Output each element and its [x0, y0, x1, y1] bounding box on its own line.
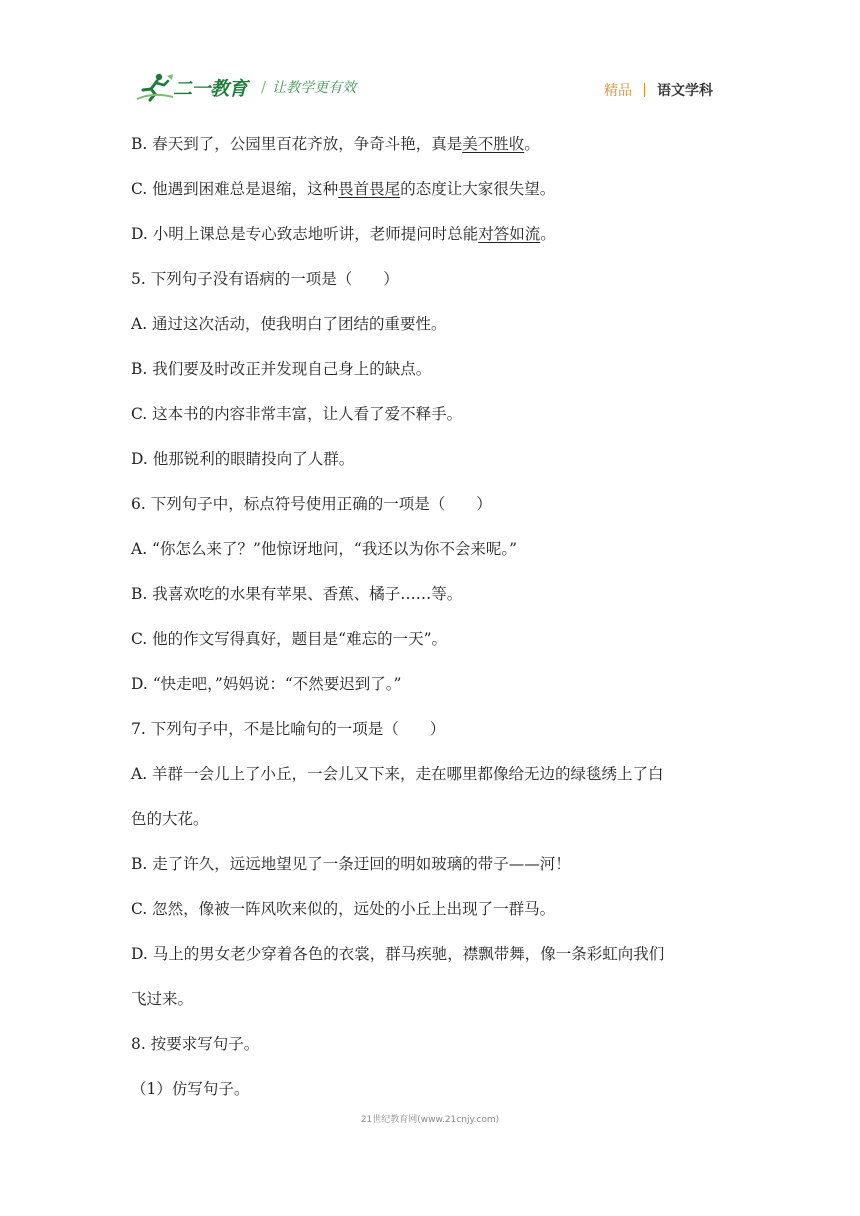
sub-question: （1）仿写句子。: [131, 1080, 250, 1098]
header-tags: [604, 80, 713, 100]
option-line: B. 走了许久，远远地望见了一条迂回的明如玻璃的带子——河！: [131, 855, 571, 873]
option-line: C. 这本书的内容非常丰富，让人看了爱不释手。: [131, 405, 463, 423]
option-line: D. 马上的男女老少穿着各色的衣裳，群马疾驰，襟飘带舞，像一条彩虹向我们: [131, 945, 665, 963]
page-header: [135, 68, 725, 108]
option-line: D. 他那锐利的眼睛投向了人群。: [131, 450, 355, 468]
option-line-continued: 色的大花。: [131, 810, 209, 828]
option-line: A. 羊群一会儿上了小丘，一会儿又下来，走在哪里都像给无边的绿毯绣上了白: [131, 765, 664, 783]
question-title: 8. 按要求写句子。: [131, 1035, 260, 1053]
option-line: C. 他遇到困难总是退缩，这种畏首畏尾的态度让大家很失望。: [131, 180, 556, 198]
question-title: 5. 下列句子没有语病的一项是（ ）: [131, 270, 399, 288]
option-line: B. 我们要及时改正并发现自己身上的缺点。: [131, 360, 432, 378]
option-line: D. 小明上课总是专心致志地听讲，老师提问时总能对答如流。: [131, 225, 556, 243]
option-line: A. “你怎么来了？”他惊讶地问，“我还以为你不会来呢。”: [131, 540, 517, 558]
slogan-separator: /: [261, 78, 267, 96]
option-line: C. 他的作文写得真好，题目是“难忘的一天”。: [131, 630, 448, 648]
option-line: B. 春天到了，公园里百花齐放，争奇斗艳，真是美不胜收。: [131, 135, 540, 153]
option-line: C. 忽然，像被一阵风吹来似的，远处的小丘上出现了一群马。: [131, 900, 556, 918]
option-line: B. 我喜欢吃的水果有苹果、香蕉、橘子……等。: [131, 585, 463, 603]
option-line: A. 通过这次活动，使我明白了团结的重要性。: [131, 315, 447, 333]
slogan: 让教学更有效: [272, 80, 357, 96]
question-content: [131, 122, 731, 1112]
underlined-idiom: 对答如流: [478, 225, 541, 243]
underlined-idiom: 畏首畏尾: [338, 180, 401, 198]
underlined-idiom: 美不胜收: [462, 135, 525, 153]
logo-text: 二一教育: [173, 77, 248, 100]
subject-tag: 语文学科: [657, 83, 713, 99]
brand-logo: [135, 72, 356, 102]
question-title: 6. 下列句子中，标点符号使用正确的一项是（ ）: [131, 495, 492, 513]
option-line: D. “快走吧，”妈妈说：“不然要迟到了。”: [131, 675, 402, 693]
premium-tag: 精品: [604, 83, 632, 99]
tag-divider: [644, 83, 645, 97]
question-title: 7. 下列句子中，不是比喻句的一项是（ ）: [131, 720, 446, 738]
page-footer: 21世纪教育网(www.21cnjy.com): [360, 1115, 500, 1125]
option-line-continued: 飞过来。: [131, 990, 194, 1008]
runner-logo-icon: [135, 72, 175, 102]
